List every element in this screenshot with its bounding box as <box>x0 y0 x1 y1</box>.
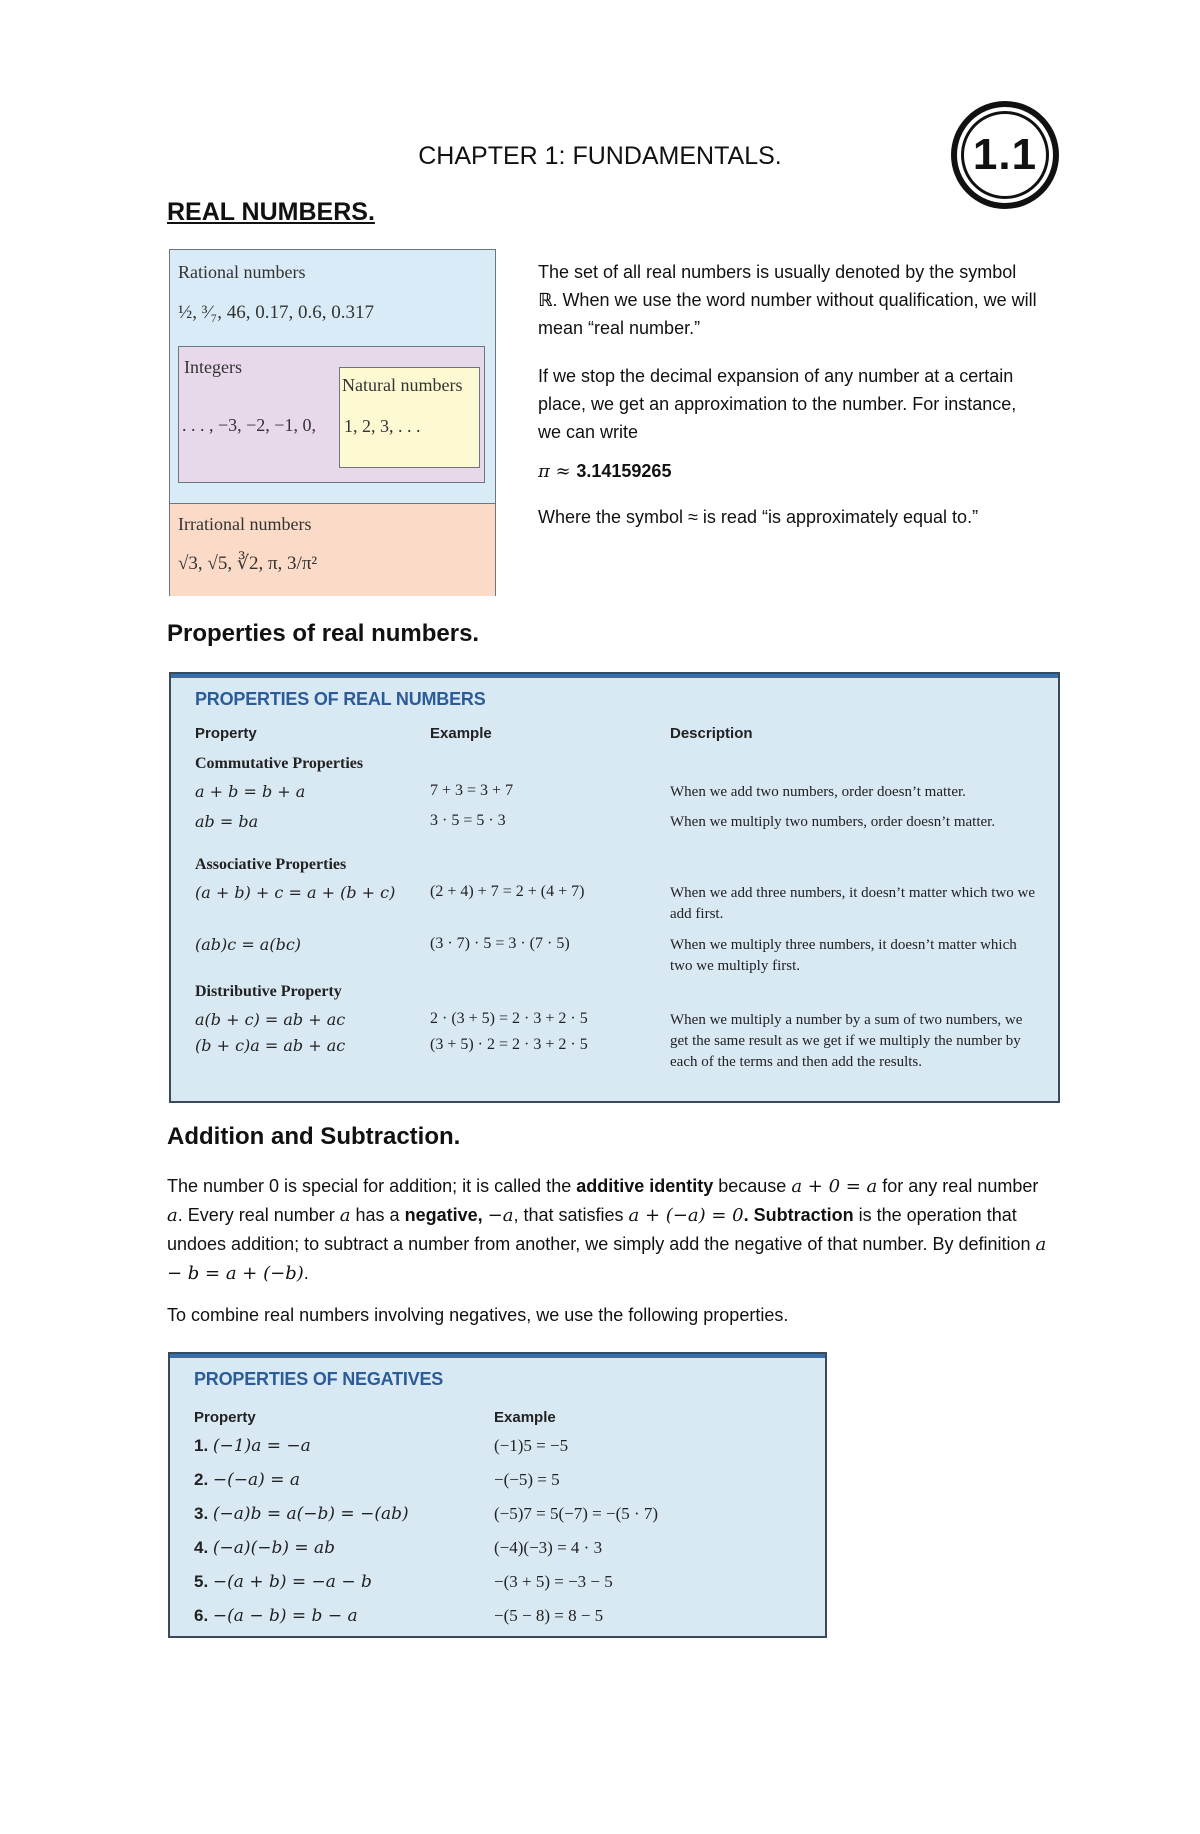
rational-examples: ½, ³⁄₇, 46, 0.17, 0.6, 0.317 <box>178 302 374 323</box>
text-run: has a <box>350 1205 405 1225</box>
section-badge <box>951 101 1059 209</box>
approximation-paragraph: If we stop the decimal expansion of any number at a certain place, we get an approximation to the number. For instance, we can write <box>538 366 1017 442</box>
natural-numbers-region <box>339 367 480 468</box>
chapter-title: CHAPTER 1: FUNDAMENTALS. <box>418 142 782 170</box>
row-number: 3. <box>194 1504 209 1523</box>
math-expression: a + 0 = a <box>791 1176 878 1197</box>
col-header-property: Property <box>195 725 257 742</box>
intro-text-part: The set of all real numbers is usually denoted by the symbol <box>538 262 1017 282</box>
math-expression: a + (−a) = 0 <box>628 1205 744 1226</box>
text-run: The number 0 is special for addition; it is called the <box>167 1176 577 1196</box>
group-distributive: Distributive Property <box>195 983 342 1000</box>
bold-term: . Subtraction <box>743 1205 854 1225</box>
example-cell: −(−5) = 5 <box>494 1470 560 1489</box>
property-cell: ab = ba <box>195 812 259 831</box>
row-number: 6. <box>194 1606 209 1625</box>
property-cell: (b + c)a = ab + ac <box>195 1036 346 1055</box>
property-cell: −(−a) = a <box>212 1470 300 1490</box>
integers-examples: . . . , −3, −2, −1, 0, <box>182 415 316 435</box>
text-run: because <box>713 1176 792 1196</box>
text-run: , that satisfies <box>513 1205 629 1225</box>
example-cell: (3 + 5) · 2 = 2 · 3 + 2 · 5 <box>430 1036 588 1053</box>
property-cell: (a + b) + c = a + (b + c) <box>195 883 396 902</box>
property-cell: (ab)c = a(bc) <box>195 935 302 954</box>
combine-negatives-text: To combine real numbers involving negatives, we use the following properties. <box>167 1305 789 1325</box>
negatives-table-title: PROPERTIES OF NEGATIVES <box>194 1369 444 1389</box>
negative-property-row <box>194 1606 358 1626</box>
example-cell: (3 · 7) · 5 = 3 · (7 · 5) <box>430 935 570 952</box>
math-expression: a <box>167 1205 178 1226</box>
property-cell: a(b + c) = ab + ac <box>195 1010 346 1029</box>
example-cell: −(3 + 5) = −3 − 5 <box>494 1572 613 1591</box>
example-cell: (−5)7 = 5(−7) = −(5 · 7) <box>494 1504 659 1523</box>
text-run: for any real number <box>877 1176 1039 1196</box>
example-cell: −(5 − 8) = 8 − 5 <box>494 1606 604 1625</box>
negative-property-row <box>194 1504 409 1524</box>
negatives-table <box>168 1352 827 1638</box>
example-cell: 2 · (3 + 5) = 2 · 3 + 2 · 5 <box>430 1010 588 1027</box>
description-cell: When we multiply a number by a sum of two numbers, we get the same result as we get if we multiply the number by each of the terms and then add the results. <box>670 1012 1023 1070</box>
section-number: 1.1 <box>961 111 1049 199</box>
properties-heading: Properties of real numbers. <box>167 620 480 647</box>
description-cell: When we multiply two numbers, order doesn’t matter. <box>670 814 996 830</box>
table-top-bar <box>171 674 1058 678</box>
natural-examples: 1, 2, 3, . . . <box>344 416 421 436</box>
table-top-bar <box>170 1354 825 1358</box>
rational-numbers-region <box>170 250 495 503</box>
irrational-examples: √3, √5, ∛2, π, 3/π² <box>178 553 318 574</box>
row-number: 1. <box>194 1436 209 1455</box>
irrational-numbers-region <box>170 503 495 596</box>
math-expression: a − b = a + (−b) <box>167 1234 1047 1284</box>
pi-approximation <box>538 461 671 482</box>
integers-label: Integers <box>184 357 242 377</box>
integers-region <box>178 346 485 483</box>
col-header-property: Property <box>194 1409 256 1426</box>
property-cell: −(a − b) = b − a <box>212 1606 358 1626</box>
col-header-description: Description <box>670 725 753 742</box>
approx-symbol-note: Where the symbol ≈ is read “is approximately equal to.” <box>538 507 979 527</box>
property-cell: −(a + b) = −a − b <box>212 1572 372 1592</box>
bold-term: negative, <box>404 1205 488 1225</box>
description-cell: When we add three numbers, it doesn’t matter which two we add first. <box>670 885 1036 922</box>
math-expression: −a <box>487 1205 514 1226</box>
text-run: . Every real number <box>177 1205 340 1225</box>
group-commutative: Commutative Properties <box>195 755 364 772</box>
additive-identity-paragraph <box>167 1172 1047 1288</box>
col-header-example: Example <box>494 1409 556 1426</box>
addition-subtraction-heading: Addition and Subtraction. <box>167 1123 461 1150</box>
row-number: 5. <box>194 1572 209 1591</box>
group-associative: Associative Properties <box>195 856 347 873</box>
section-heading: REAL NUMBERS. <box>167 198 375 226</box>
property-cell: (−a)(−b) = ab <box>212 1538 336 1558</box>
natural-label: Natural numbers <box>342 375 463 395</box>
irrational-label: Irrational numbers <box>178 514 312 534</box>
example-cell: (−1)5 = −5 <box>494 1436 569 1455</box>
pi-value: 3.14159265 <box>576 461 672 481</box>
math-expression: a <box>339 1205 351 1226</box>
row-number: 4. <box>194 1538 209 1557</box>
rational-label: Rational numbers <box>178 262 306 282</box>
real-numbers-intro <box>538 258 1038 342</box>
real-symbol: ℝ <box>538 290 553 310</box>
negative-property-row <box>194 1538 335 1558</box>
number-sets-diagram <box>169 249 496 596</box>
row-number: 2. <box>194 1470 209 1489</box>
property-cell: (−a)b = a(−b) = −(ab) <box>212 1504 409 1524</box>
properties-table-title: PROPERTIES OF REAL NUMBERS <box>195 689 486 709</box>
negative-property-row <box>194 1572 372 1592</box>
example-cell: 7 + 3 = 3 + 7 <box>430 782 514 799</box>
intro-text-part: . When we use the word number without qualification, we will mean “real number.” <box>538 290 1037 338</box>
example-cell: (2 + 4) + 7 = 2 + (4 + 7) <box>430 883 585 900</box>
description-cell: When we multiply three numbers, it doesn’t matter which two we multiply first. <box>670 937 1017 974</box>
col-header-example: Example <box>430 725 492 742</box>
pi-symbol: π ≈ <box>538 461 577 482</box>
text-run: is the operation that undoes addition; to subtract a number from another, we simply add the negative of that number. By definition <box>167 1205 1036 1254</box>
description-cell: When we add two numbers, order doesn’t matter. <box>670 784 966 800</box>
property-cell: a + b = b + a <box>195 782 306 801</box>
text-run: . <box>303 1263 309 1283</box>
example-cell: (−4)(−3) = 4 · 3 <box>494 1538 603 1557</box>
bold-term: additive identity <box>576 1176 714 1196</box>
properties-table <box>169 672 1060 1103</box>
example-cell: 3 · 5 = 5 · 3 <box>430 812 506 829</box>
negative-property-row <box>194 1470 300 1490</box>
negative-property-row <box>194 1436 311 1456</box>
property-cell: (−1)a = −a <box>212 1436 311 1456</box>
